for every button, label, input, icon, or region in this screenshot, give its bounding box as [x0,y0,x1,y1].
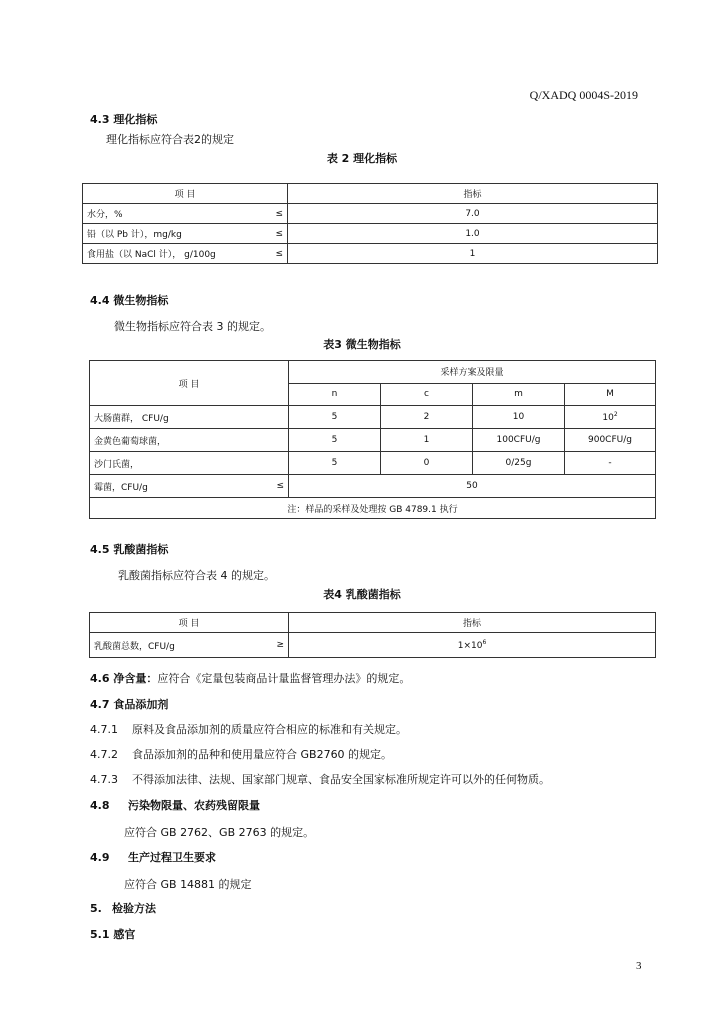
section-title: 检验方法 [112,902,156,915]
col-header-index: 指标 [288,184,658,204]
section-4-8-heading [90,797,260,813]
col-header-item: 项 目 [90,613,289,633]
cell-item: 金黄色葡萄球菌， [90,429,289,452]
item-number: 4.7.2 [90,748,118,761]
cell-value: 7.0 [288,204,658,224]
table-4-caption: 表4 乳酸菌指标 [323,588,401,601]
table-row [90,361,656,384]
table-row [90,452,656,475]
cell-M: 900CFU/g [565,429,656,452]
col-header-M: M [565,383,656,406]
section-5-heading [90,900,156,916]
col-header-item: 项 目 [83,184,288,204]
cell-value-exponent: 6 [482,639,487,646]
section-4-7-1 [90,721,407,737]
cell-op: ≤ [263,204,288,224]
item-number: 4.7.1 [90,723,118,736]
table-2-physicochemical [82,183,658,264]
table-row [83,224,658,244]
col-header-m: m [473,383,565,406]
table-row [83,184,658,204]
section-4-6-label: 4.6 净含量： [90,672,158,685]
cell-m: 0/25g [473,452,565,475]
page-number: 3 [636,960,642,972]
cell-item: 霉菌，CFU/g [90,475,265,498]
col-header-index: 指标 [289,613,656,633]
cell-value: 1 [288,244,658,264]
cell-c: 0 [381,452,473,475]
section-4-6-text: 应符合《定量包装商品计量监督管理办法》的规定。 [157,672,411,685]
col-header-n: n [289,383,381,406]
doc-code: Q/XADQ 0004S-2019 [529,88,638,102]
cell-n: 5 [289,406,381,429]
table-row [90,613,656,633]
cell-M-exponent: 2 [613,411,618,418]
cell-op: ≤ [265,475,289,498]
cell-value: 50 [289,475,656,498]
section-4-3-text: 理化指标应符合表2的规定 [106,133,234,146]
item-text: 食品添加剂的品种和使用量应符合 GB2760 的规定。 [132,748,393,761]
table-row [83,244,658,264]
cell-M-base: 10 [602,413,614,423]
col-header-item: 项 目 [90,361,289,406]
section-4-4-text: 微生物指标应符合表 3 的规定。 [114,320,271,333]
cell-op: ≤ [263,244,288,264]
section-number: 4.8 [90,799,110,812]
cell-m: 100CFU/g [473,429,565,452]
table-3-microbial [89,360,656,519]
cell-c: 1 [381,429,473,452]
col-header-c: c [381,383,473,406]
table-row [90,498,656,519]
section-number: 5. [90,902,102,915]
table-row [83,204,658,224]
cell-value: 1.0 [288,224,658,244]
section-4-7-2 [90,746,392,762]
item-text: 原料及食品添加剂的质量应符合相应的标准和有关规定。 [132,723,407,736]
cell-M [565,406,656,429]
cell-n: 5 [289,429,381,452]
section-number: 4.9 [90,851,110,864]
table-row [90,429,656,452]
item-text: 不得添加法律、法规、国家部门规章、食品安全国家标准所规定许可以外的任何物质。 [132,773,550,786]
table-2-caption: 表 2 理化指标 [326,152,398,165]
cell-m: 10 [473,406,565,429]
section-4-6 [90,670,410,686]
cell-item: 水分，% [83,204,263,224]
cell-item: 大肠菌群， CFU/g [90,406,289,429]
table-3-caption: 表3 微生物指标 [323,338,401,351]
table-row [90,475,656,498]
section-4-5-text: 乳酸菌指标应符合表 4 的规定。 [118,569,275,582]
cell-value [289,633,656,658]
cell-value-base: 1×10 [457,641,483,651]
section-4-5-heading: 4.5 乳酸菌指标 [90,543,169,556]
cell-M: - [565,452,656,475]
cell-item: 乳酸菌总数，CFU/g [90,633,265,658]
col-header-sampling: 采样方案及限量 [289,361,656,384]
section-4-8-text: 应符合 GB 2762、GB 2763 的规定。 [124,826,315,839]
cell-op: ≥ [265,633,289,658]
section-4-3-heading: 4.3 理化指标 [90,113,158,126]
cell-c: 2 [381,406,473,429]
table-row [90,633,656,658]
cell-item: 铅（以 Pb 计），mg/kg [83,224,263,244]
section-4-7-heading: 4.7 食品添加剂 [90,698,169,711]
section-4-9-text: 应符合 GB 14881 的规定 [124,878,252,891]
table-4-lactic-acid [89,612,656,658]
item-number: 4.7.3 [90,773,118,786]
cell-item: 沙门氏菌， [90,452,289,475]
section-title: 生产过程卫生要求 [128,851,216,864]
section-4-9-heading [90,849,216,865]
cell-item: 食用盐（以 NaCl 计）， g/100g [83,244,263,264]
table-note: 注：样品的采样及处理按 GB 4789.1 执行 [90,498,656,519]
section-title: 污染物限量、农药残留限量 [128,799,260,812]
section-4-4-heading: 4.4 微生物指标 [90,294,169,307]
section-5-1-heading: 5.1 感官 [90,928,136,941]
cell-op: ≤ [263,224,288,244]
cell-n: 5 [289,452,381,475]
section-4-7-3 [90,771,550,787]
table-row [90,406,656,429]
